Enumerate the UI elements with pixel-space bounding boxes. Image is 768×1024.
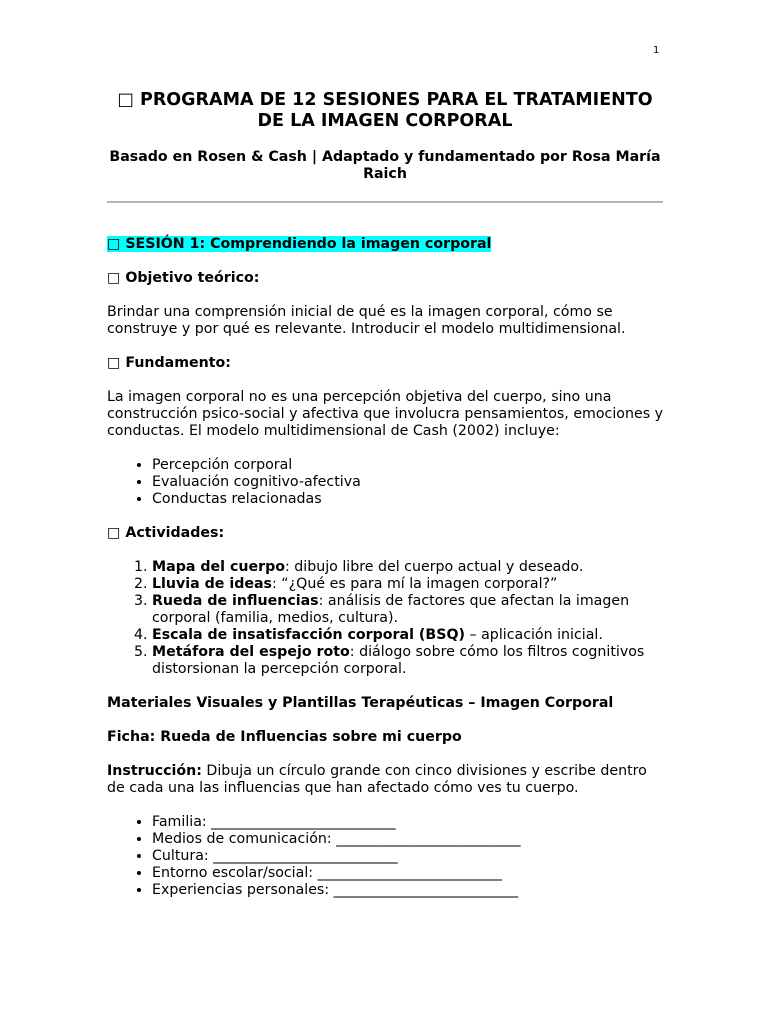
worksheet-heading: Ficha: Rueda de Influencias sobre mi cuerpo bbox=[107, 729, 462, 745]
list-item bbox=[152, 627, 663, 644]
document-title: □ PROGRAMA DE 12 SESIONES PARA EL TRATAMIENTO DE LA IMAGEN CORPORAL bbox=[117, 90, 653, 131]
influences-list bbox=[107, 814, 663, 899]
activities-heading: □ Actividades: bbox=[107, 525, 225, 541]
model-list bbox=[107, 457, 663, 508]
activity-name: Metáfora del espejo roto bbox=[152, 644, 350, 660]
list-item bbox=[152, 593, 663, 627]
instruction-paragraph bbox=[107, 763, 663, 797]
session-heading-highlight: □ SESIÓN 1: Comprendiendo la imagen corporal bbox=[107, 236, 492, 252]
document-body bbox=[107, 90, 663, 899]
document-subtitle: Basado en Rosen & Cash | Adaptado y fundamentado por Rosa María Raich bbox=[109, 149, 661, 182]
objective-heading: □ Objetivo teórico: bbox=[107, 270, 260, 286]
list-item bbox=[152, 644, 663, 678]
list-item: • Medios de comunicación: __________________________ bbox=[152, 831, 663, 848]
title-divider bbox=[107, 201, 663, 203]
list-item: • Conductas relacionadas bbox=[152, 491, 663, 508]
activity-name: Mapa del cuerpo bbox=[152, 559, 285, 575]
list-item bbox=[152, 559, 663, 576]
list-item: • Experiencias personales: __________________________ bbox=[152, 882, 663, 899]
activity-name: Rueda de influencias bbox=[152, 593, 319, 609]
activity-description: – aplicación inicial. bbox=[465, 627, 603, 643]
activity-name: Lluvia de ideas bbox=[152, 576, 273, 592]
page-number: 1 bbox=[653, 45, 660, 56]
foundation-text: La imagen corporal no es una percepción objetiva del cuerpo, sino una construcción psico-social y afectiva que involucra pensamientos, emociones y conductas. El modelo multidimensional de Cash (2002) incluye: bbox=[107, 389, 664, 439]
objective-text: Brindar una comprensión inicial de qué es la imagen corporal, cómo se construye y por qué es relevante. Introducir el modelo multidimensional. bbox=[107, 304, 626, 337]
list-item: • Entorno escolar/social: __________________________ bbox=[152, 865, 663, 882]
list-item: • Cultura: __________________________ bbox=[152, 848, 663, 865]
materials-heading: Materiales Visuales y Plantillas Terapéuticas – Imagen Corporal bbox=[107, 695, 614, 711]
instruction-text: Dibuja un círculo grande con cinco divisiones y escribe dentro de cada una las influencias que han afectado cómo ves tu cuerpo. bbox=[107, 763, 647, 796]
activity-description: : análisis de factores que afectan la imagen corporal (familia, medios, cultura). bbox=[152, 593, 630, 626]
instruction-label: Instrucción: bbox=[107, 763, 202, 779]
activity-description: : dibujo libre del cuerpo actual y deseado. bbox=[284, 559, 584, 575]
activity-description: : diálogo sobre cómo los filtros cognitivos distorsionan la percepción corporal. bbox=[152, 644, 645, 677]
activity-name: Escala de insatisfacción corporal (BSQ) bbox=[152, 627, 465, 643]
list-item: • Percepción corporal bbox=[152, 457, 663, 474]
activities-list bbox=[107, 559, 663, 678]
session-heading bbox=[107, 236, 663, 253]
list-item: • Evaluación cognitivo-afectiva bbox=[152, 474, 663, 491]
list-item bbox=[152, 576, 663, 593]
activity-description: : “¿Qué es para mí la imagen corporal?” bbox=[272, 576, 558, 592]
foundation-heading: □ Fundamento: bbox=[107, 355, 231, 371]
list-item: • Familia: __________________________ bbox=[152, 814, 663, 831]
